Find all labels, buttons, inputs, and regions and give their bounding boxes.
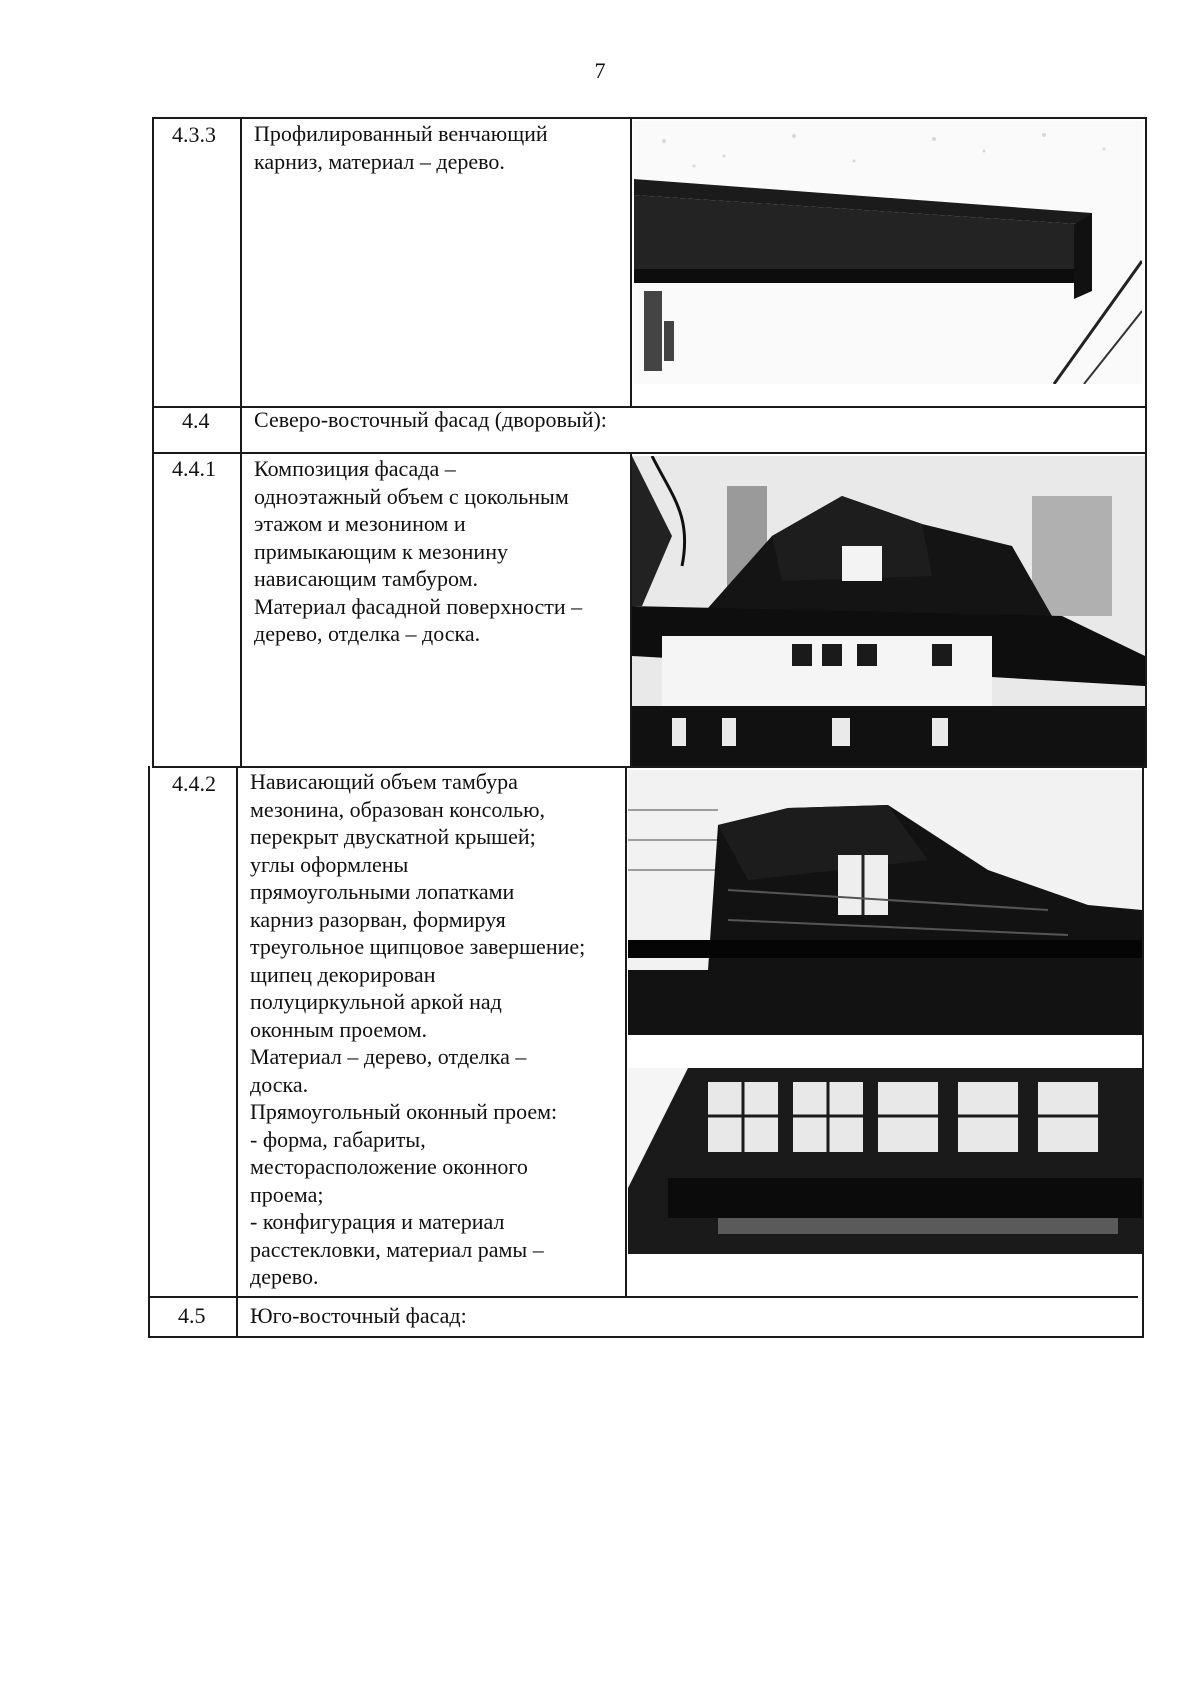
row-number: 4.4.1 <box>172 456 216 481</box>
table-border <box>152 452 1147 454</box>
table-border <box>148 1296 1138 1298</box>
page-number: 7 <box>594 58 606 83</box>
row-number: 4.4.2 <box>172 771 216 796</box>
table-border <box>152 117 1147 119</box>
table-border <box>240 117 242 766</box>
section-heading: Северо-восточный фасад (дворовый): <box>254 407 607 432</box>
table-border <box>236 766 238 1337</box>
table-border <box>148 766 150 1337</box>
cornice-photo <box>634 121 1142 384</box>
table-border <box>1142 766 1144 1337</box>
row-description: Композиция фасада – одноэтажный объем с цокольным этажом и мезонином и примыкающим к мезонину нависающим тамбуром. Материал фасадной поверхности – дерево, отделка – доска. <box>254 456 583 646</box>
row-number: 4.4 <box>182 408 210 433</box>
window-photo <box>628 1068 1142 1254</box>
gable-photo <box>628 770 1142 1035</box>
table-border <box>630 117 632 406</box>
table-border <box>148 1336 1144 1338</box>
row-number: 4.3.3 <box>172 122 216 147</box>
house-facade-photo <box>632 456 1145 766</box>
row-description: Нависающий объем тамбура мезонина, образован консолью, перекрыт двускатной крышей; углы оформлены прямоугольными лопатками карниз разорван, формируя треугольное щипцовое завершение; щипец декорирован полуциркульной аркой над оконным проемом. Материал – дерево, отделка – доска. Прямоугольный оконный проем: - форма, габариты, месторасположение оконного проема; - конфигурация и материал расстекловки, материал рамы – дерево. <box>250 769 586 1289</box>
section-heading: Юго-восточный фасад: <box>250 1303 467 1328</box>
row-description: Профилированный венчающий карниз, материал – дерево. <box>254 121 548 174</box>
table-border <box>152 117 154 766</box>
table-border <box>1145 117 1147 766</box>
row-number: 4.5 <box>178 1303 206 1328</box>
table-border <box>625 766 627 1296</box>
